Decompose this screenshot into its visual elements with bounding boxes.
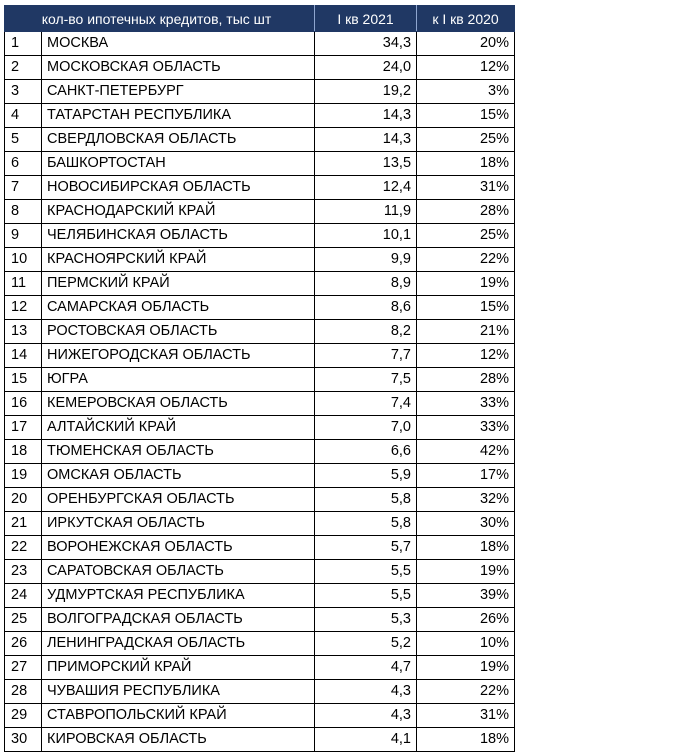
row-number: 28 (5, 680, 42, 704)
region-name: МОСКВА (42, 32, 315, 56)
row-number: 29 (5, 704, 42, 728)
change-vs-q1-2020: 25% (417, 224, 515, 248)
table-row (5, 728, 515, 752)
loans-q1-2021: 4,1 (315, 728, 417, 752)
change-vs-q1-2020: 20% (417, 32, 515, 56)
region-name: ПРИМОРСКИЙ КРАЙ (42, 656, 315, 680)
table-row (5, 704, 515, 728)
loans-q1-2021: 14,3 (315, 104, 417, 128)
region-name: ТЮМЕНСКАЯ ОБЛАСТЬ (42, 440, 315, 464)
loans-q1-2021: 5,9 (315, 464, 417, 488)
table-row (5, 536, 515, 560)
change-vs-q1-2020: 18% (417, 152, 515, 176)
change-vs-q1-2020: 21% (417, 320, 515, 344)
loans-q1-2021: 19,2 (315, 80, 417, 104)
row-number: 18 (5, 440, 42, 464)
region-name: РОСТОВСКАЯ ОБЛАСТЬ (42, 320, 315, 344)
region-name: ОРЕНБУРГСКАЯ ОБЛАСТЬ (42, 488, 315, 512)
row-number: 15 (5, 368, 42, 392)
loans-q1-2021: 5,5 (315, 560, 417, 584)
region-name: ПЕРМСКИЙ КРАЙ (42, 272, 315, 296)
region-name: МОСКОВСКАЯ ОБЛАСТЬ (42, 56, 315, 80)
loans-q1-2021: 4,3 (315, 704, 417, 728)
change-vs-q1-2020: 30% (417, 512, 515, 536)
loans-q1-2021: 9,9 (315, 248, 417, 272)
table-row (5, 560, 515, 584)
region-name: ЧУВАШИЯ РЕСПУБЛИКА (42, 680, 315, 704)
region-name: КЕМЕРОВСКАЯ ОБЛАСТЬ (42, 392, 315, 416)
table-row (5, 80, 515, 104)
row-number: 24 (5, 584, 42, 608)
change-vs-q1-2020: 28% (417, 200, 515, 224)
table-row (5, 416, 515, 440)
change-vs-q1-2020: 10% (417, 632, 515, 656)
change-vs-q1-2020: 42% (417, 440, 515, 464)
region-name: ТАТАРСТАН РЕСПУБЛИКА (42, 104, 315, 128)
table-row (5, 440, 515, 464)
loans-q1-2021: 5,2 (315, 632, 417, 656)
loans-q1-2021: 7,5 (315, 368, 417, 392)
table-row (5, 608, 515, 632)
row-number: 12 (5, 296, 42, 320)
loans-q1-2021: 8,6 (315, 296, 417, 320)
row-number: 17 (5, 416, 42, 440)
header-vs-q1-2020: к I кв 2020 (417, 6, 515, 32)
row-number: 1 (5, 32, 42, 56)
region-name: БАШКОРТОСТАН (42, 152, 315, 176)
loans-q1-2021: 4,7 (315, 656, 417, 680)
loans-q1-2021: 13,5 (315, 152, 417, 176)
row-number: 20 (5, 488, 42, 512)
change-vs-q1-2020: 33% (417, 416, 515, 440)
row-number: 2 (5, 56, 42, 80)
row-number: 25 (5, 608, 42, 632)
table-row (5, 488, 515, 512)
change-vs-q1-2020: 12% (417, 344, 515, 368)
table-row (5, 512, 515, 536)
region-name: ИРКУТСКАЯ ОБЛАСТЬ (42, 512, 315, 536)
region-name: ВОЛГОГРАДСКАЯ ОБЛАСТЬ (42, 608, 315, 632)
region-name: КИРОВСКАЯ ОБЛАСТЬ (42, 728, 315, 752)
change-vs-q1-2020: 31% (417, 176, 515, 200)
row-number: 7 (5, 176, 42, 200)
table-row (5, 464, 515, 488)
region-name: САМАРСКАЯ ОБЛАСТЬ (42, 296, 315, 320)
row-number: 16 (5, 392, 42, 416)
table-body (5, 32, 515, 752)
region-name: ЮГРА (42, 368, 315, 392)
region-name: СТАВРОПОЛЬСКИЙ КРАЙ (42, 704, 315, 728)
row-number: 8 (5, 200, 42, 224)
loans-q1-2021: 14,3 (315, 128, 417, 152)
change-vs-q1-2020: 32% (417, 488, 515, 512)
change-vs-q1-2020: 39% (417, 584, 515, 608)
change-vs-q1-2020: 17% (417, 464, 515, 488)
change-vs-q1-2020: 19% (417, 656, 515, 680)
row-number: 3 (5, 80, 42, 104)
row-number: 23 (5, 560, 42, 584)
row-number: 9 (5, 224, 42, 248)
region-name: САРАТОВСКАЯ ОБЛАСТЬ (42, 560, 315, 584)
loans-q1-2021: 8,9 (315, 272, 417, 296)
table-row (5, 632, 515, 656)
mortgage-loans-table (4, 5, 515, 752)
table-row (5, 320, 515, 344)
region-name: ЧЕЛЯБИНСКАЯ ОБЛАСТЬ (42, 224, 315, 248)
change-vs-q1-2020: 22% (417, 248, 515, 272)
table-row (5, 32, 515, 56)
table-row (5, 368, 515, 392)
table-row (5, 680, 515, 704)
loans-q1-2021: 5,5 (315, 584, 417, 608)
row-number: 19 (5, 464, 42, 488)
table-header-row (5, 6, 515, 32)
table-row (5, 200, 515, 224)
table-row (5, 176, 515, 200)
row-number: 27 (5, 656, 42, 680)
table-row (5, 656, 515, 680)
table-row (5, 272, 515, 296)
header-title: кол-во ипотечных кредитов, тыс шт (5, 6, 315, 32)
loans-q1-2021: 10,1 (315, 224, 417, 248)
row-number: 4 (5, 104, 42, 128)
change-vs-q1-2020: 18% (417, 728, 515, 752)
change-vs-q1-2020: 33% (417, 392, 515, 416)
change-vs-q1-2020: 25% (417, 128, 515, 152)
change-vs-q1-2020: 22% (417, 680, 515, 704)
loans-q1-2021: 24,0 (315, 56, 417, 80)
row-number: 21 (5, 512, 42, 536)
table-row (5, 104, 515, 128)
loans-q1-2021: 7,4 (315, 392, 417, 416)
change-vs-q1-2020: 12% (417, 56, 515, 80)
row-number: 22 (5, 536, 42, 560)
table-row (5, 584, 515, 608)
change-vs-q1-2020: 15% (417, 104, 515, 128)
loans-q1-2021: 11,9 (315, 200, 417, 224)
header-q1-2021: I кв 2021 (315, 6, 417, 32)
table-row (5, 152, 515, 176)
change-vs-q1-2020: 19% (417, 272, 515, 296)
region-name: ОМСКАЯ ОБЛАСТЬ (42, 464, 315, 488)
loans-q1-2021: 5,8 (315, 488, 417, 512)
table-row (5, 128, 515, 152)
change-vs-q1-2020: 3% (417, 80, 515, 104)
region-name: КРАСНОДАРСКИЙ КРАЙ (42, 200, 315, 224)
row-number: 14 (5, 344, 42, 368)
table-row (5, 344, 515, 368)
change-vs-q1-2020: 18% (417, 536, 515, 560)
region-name: ВОРОНЕЖСКАЯ ОБЛАСТЬ (42, 536, 315, 560)
loans-q1-2021: 5,3 (315, 608, 417, 632)
row-number: 11 (5, 272, 42, 296)
row-number: 13 (5, 320, 42, 344)
loans-q1-2021: 12,4 (315, 176, 417, 200)
loans-q1-2021: 4,3 (315, 680, 417, 704)
row-number: 10 (5, 248, 42, 272)
region-name: УДМУРТСКАЯ РЕСПУБЛИКА (42, 584, 315, 608)
table-row (5, 224, 515, 248)
change-vs-q1-2020: 19% (417, 560, 515, 584)
loans-q1-2021: 34,3 (315, 32, 417, 56)
region-name: НИЖЕГОРОДСКАЯ ОБЛАСТЬ (42, 344, 315, 368)
change-vs-q1-2020: 26% (417, 608, 515, 632)
row-number: 5 (5, 128, 42, 152)
table-row (5, 56, 515, 80)
region-name: КРАСНОЯРСКИЙ КРАЙ (42, 248, 315, 272)
change-vs-q1-2020: 15% (417, 296, 515, 320)
loans-q1-2021: 5,8 (315, 512, 417, 536)
region-name: СВЕРДЛОВСКАЯ ОБЛАСТЬ (42, 128, 315, 152)
region-name: АЛТАЙСКИЙ КРАЙ (42, 416, 315, 440)
mortgage-table-sheet (4, 5, 514, 752)
region-name: ЛЕНИНГРАДСКАЯ ОБЛАСТЬ (42, 632, 315, 656)
change-vs-q1-2020: 31% (417, 704, 515, 728)
table-row (5, 248, 515, 272)
row-number: 30 (5, 728, 42, 752)
loans-q1-2021: 7,0 (315, 416, 417, 440)
region-name: САНКТ-ПЕТЕРБУРГ (42, 80, 315, 104)
change-vs-q1-2020: 28% (417, 368, 515, 392)
loans-q1-2021: 5,7 (315, 536, 417, 560)
table-row (5, 392, 515, 416)
table-row (5, 296, 515, 320)
row-number: 6 (5, 152, 42, 176)
region-name: НОВОСИБИРСКАЯ ОБЛАСТЬ (42, 176, 315, 200)
loans-q1-2021: 7,7 (315, 344, 417, 368)
loans-q1-2021: 6,6 (315, 440, 417, 464)
loans-q1-2021: 8,2 (315, 320, 417, 344)
row-number: 26 (5, 632, 42, 656)
